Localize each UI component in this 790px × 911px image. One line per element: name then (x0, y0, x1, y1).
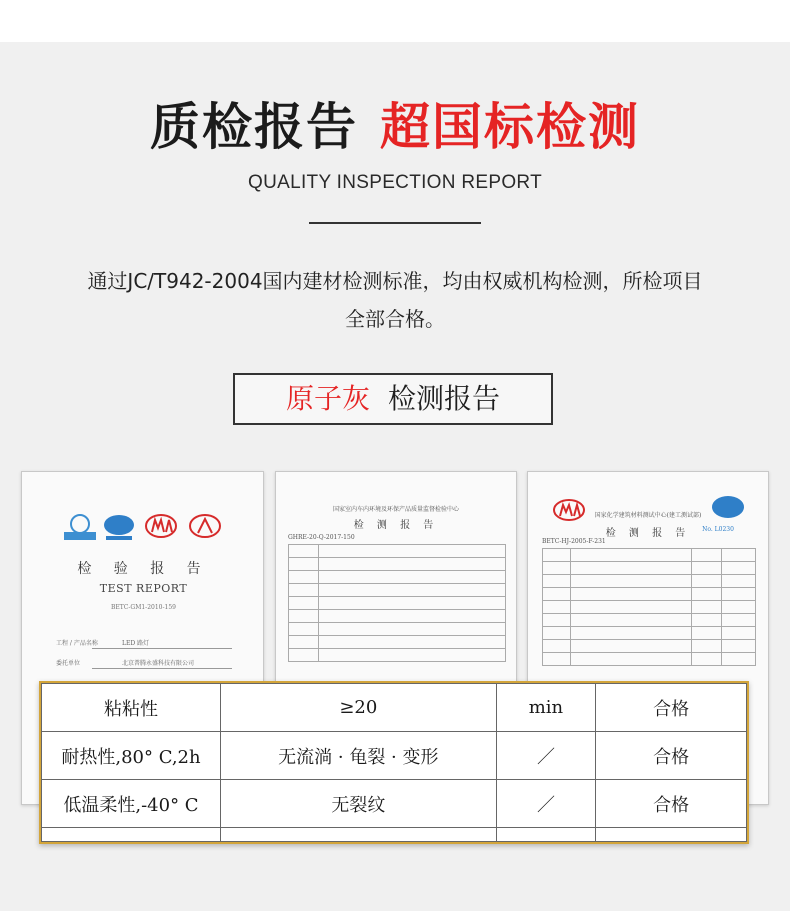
empty-cell (42, 828, 221, 842)
report-label-box (233, 373, 553, 425)
report-label-red: 原子灰 (285, 382, 370, 415)
page-subtitle: QUALITY INSPECTION REPORT (248, 172, 542, 193)
empty-cell (596, 828, 747, 842)
doc1-code: BETC-GM1-2010-159 (111, 604, 176, 611)
requirement-cell: 无流淌 · 龟裂 · 变形 (220, 732, 496, 780)
doc1-field-line (92, 648, 232, 649)
description (50, 262, 740, 338)
ma-logo-icon (144, 512, 178, 542)
doc3-report-no: BETC-HJ-2005-F-231 (542, 538, 606, 545)
ilac-mra-logo-icon (62, 512, 98, 542)
doc2-header: 国家室内车内环境及环保产品质量监督检验中心 (332, 506, 459, 513)
doc2-title: 检 测 报 告 (353, 520, 439, 531)
requirement-cell: ≥20 (220, 684, 496, 732)
table-row (42, 684, 747, 732)
item-cell: 低温柔性,-40° C (42, 780, 221, 828)
result-cell: 合格 (596, 684, 747, 732)
doc2-table (288, 544, 506, 662)
doc1-title: 检 验 报 告 (77, 561, 210, 577)
result-cell: 合格 (596, 780, 747, 828)
doc3-header: 国家化学建筑材料测试中心(建工测试部) (594, 512, 702, 519)
doc3-code: No. L0230 (702, 526, 734, 533)
empty-cell (220, 828, 496, 842)
doc1-subtitle: TEST REPORT (99, 582, 188, 595)
doc2-code: GHRE-20-Q-2017-150 (288, 534, 355, 541)
cnas-logo-icon (102, 512, 136, 542)
description-line-1: 通过JC/T942-2004国内建材检测标准，均由权威机构检测，所检项目 (87, 269, 703, 293)
empty-cell (496, 828, 595, 842)
certification-logos (62, 512, 232, 546)
doc1-field-label: 委托单位 (56, 660, 81, 667)
title-divider (309, 222, 481, 224)
title-dark: 质检报告 (150, 98, 358, 156)
doc1-field-line (92, 668, 232, 669)
doc1-field-value: LED 路灯 (122, 640, 150, 647)
title-red: 超国标检测 (380, 98, 640, 156)
page-title (0, 92, 790, 162)
requirement-cell: 无裂纹 (220, 780, 496, 828)
unit-cell: ／ (496, 780, 595, 828)
item-cell: 耐热性,80° C,2h (42, 732, 221, 780)
item-cell: 粘粘性 (42, 684, 221, 732)
doc1-field-label: 工程 / 产品名称 (56, 640, 98, 647)
spec-table (39, 681, 749, 844)
table-row (42, 828, 747, 842)
report-label-dark: 检测报告 (388, 382, 501, 415)
unit-cell: ／ (496, 732, 595, 780)
result-cell: 合格 (596, 732, 747, 780)
table-row (42, 732, 747, 780)
spec-table-grid (41, 683, 747, 842)
description-line-2: 全部合格。 (345, 307, 445, 331)
unit-cell: min (496, 684, 595, 732)
doc3-table (542, 548, 756, 666)
doc3-title: 检 测 报 告 (605, 528, 691, 539)
cal-logo-icon (188, 512, 222, 542)
doc1-field-value: 北京普腾永盛科技有限公司 (122, 660, 195, 667)
table-row (42, 780, 747, 828)
